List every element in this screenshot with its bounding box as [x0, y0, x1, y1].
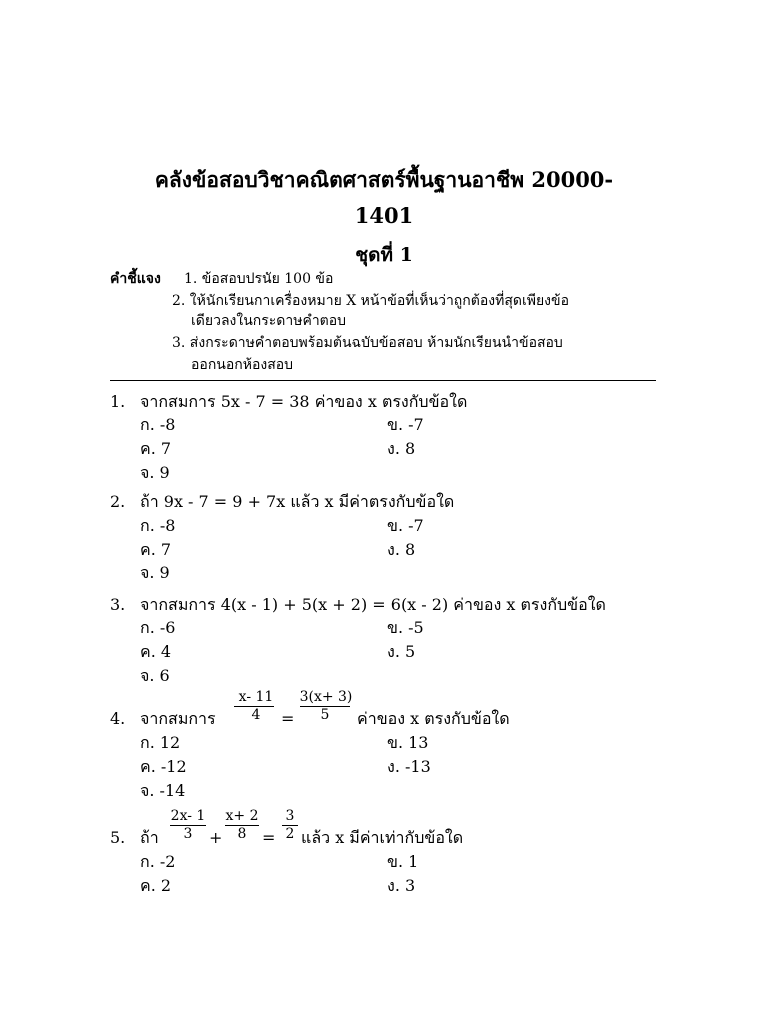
option: ง. 8	[387, 439, 416, 458]
equals-sign: =	[281, 709, 295, 728]
question-text-prefix: จากสมการ	[140, 709, 216, 728]
fraction-denominator: 8	[237, 826, 247, 842]
option: ข. 1	[387, 852, 419, 871]
question-text: ถ้า 9x - 7 = 9 + 7x แล้ว x มีค่าตรงกับข้อใด	[140, 492, 455, 511]
fraction-numerator: 3	[285, 808, 295, 824]
option: ค. -12	[140, 757, 187, 776]
option: ก. -8	[140, 415, 176, 434]
option: ข. -7	[387, 516, 424, 535]
option: จ. 9	[140, 563, 170, 582]
fraction-numerator: x+ 2	[225, 808, 259, 824]
instruction-item: 3. ส่งกระดาษคำตอบพร้อมต้นฉบับข้อสอบ ห้ามนักเรียนนำข้อสอบ	[172, 335, 563, 351]
option: ง. -13	[387, 757, 431, 776]
question-text: จากสมการ 4(x - 1) + 5(x + 2) = 6(x - 2) ค่าของ x ตรงกับข้อใด	[140, 595, 606, 614]
instruction-item: 2. ให้นักเรียนกาเครื่องหมาย X หน้าข้อที่เห็นว่าถูกต้องที่สุดเพียงข้อ	[172, 293, 569, 309]
fraction-numerator: x- 11	[238, 689, 274, 705]
question-text-suffix: ค่าของ x ตรงกับข้อใด	[357, 709, 510, 728]
option: ก. -8	[140, 516, 176, 535]
option: ข. -5	[387, 618, 424, 637]
question-text: จากสมการ 5x - 7 = 38 ค่าของ x ตรงกับข้อใด	[140, 392, 468, 411]
question-text-prefix: ถ้า	[140, 828, 159, 847]
option: ข. -7	[387, 415, 424, 434]
option: ก. 12	[140, 733, 181, 752]
option: ข. 13	[387, 733, 429, 752]
question-number: 2.	[110, 492, 126, 511]
option: จ. -14	[140, 781, 186, 800]
exam-set-label: ชุดที่ 1	[355, 244, 413, 266]
page-title-continued: 1401	[354, 203, 414, 228]
option: จ. 6	[140, 666, 170, 685]
fraction-denominator: 2	[285, 826, 295, 842]
question-number: 4.	[110, 709, 126, 728]
question-number: 1.	[110, 392, 126, 411]
option: ง. 3	[387, 876, 416, 895]
question-number: 3.	[110, 595, 126, 614]
page-title: คลังข้อสอบวิชาคณิตศาสตร์พื้นฐานอาชีพ 20000-	[154, 167, 614, 192]
instructions-label: คำชี้แจง	[110, 271, 161, 287]
fraction-numerator: 2x- 1	[170, 808, 206, 824]
fraction-denominator: 5	[320, 707, 330, 723]
equals-sign: =	[262, 828, 276, 847]
option: จ. 9	[140, 463, 170, 482]
instruction-item: 1. ข้อสอบปรนัย 100 ข้อ	[184, 271, 334, 287]
option: ค. 7	[140, 540, 172, 559]
question-text-suffix: แล้ว x มีค่าเท่ากับข้อใด	[301, 828, 464, 847]
option: ค. 4	[140, 642, 172, 661]
option: ง. 8	[387, 540, 416, 559]
option: ง. 5	[387, 642, 416, 661]
option: ก. -2	[140, 852, 176, 871]
header-divider	[110, 380, 656, 381]
instruction-item-continued: เดียวลงในกระดาษคำตอบ	[191, 313, 347, 329]
option: ค. 7	[140, 439, 172, 458]
option: ค. 2	[140, 876, 172, 895]
plus-sign: +	[209, 828, 223, 847]
question-number: 5.	[110, 828, 126, 847]
fraction-numerator: 3(x+ 3)	[299, 689, 353, 705]
fraction-denominator: 4	[251, 707, 261, 723]
instruction-item-continued: ออกนอกห้องสอบ	[191, 357, 294, 373]
fraction-denominator: 3	[183, 826, 193, 842]
option: ก. -6	[140, 618, 176, 637]
